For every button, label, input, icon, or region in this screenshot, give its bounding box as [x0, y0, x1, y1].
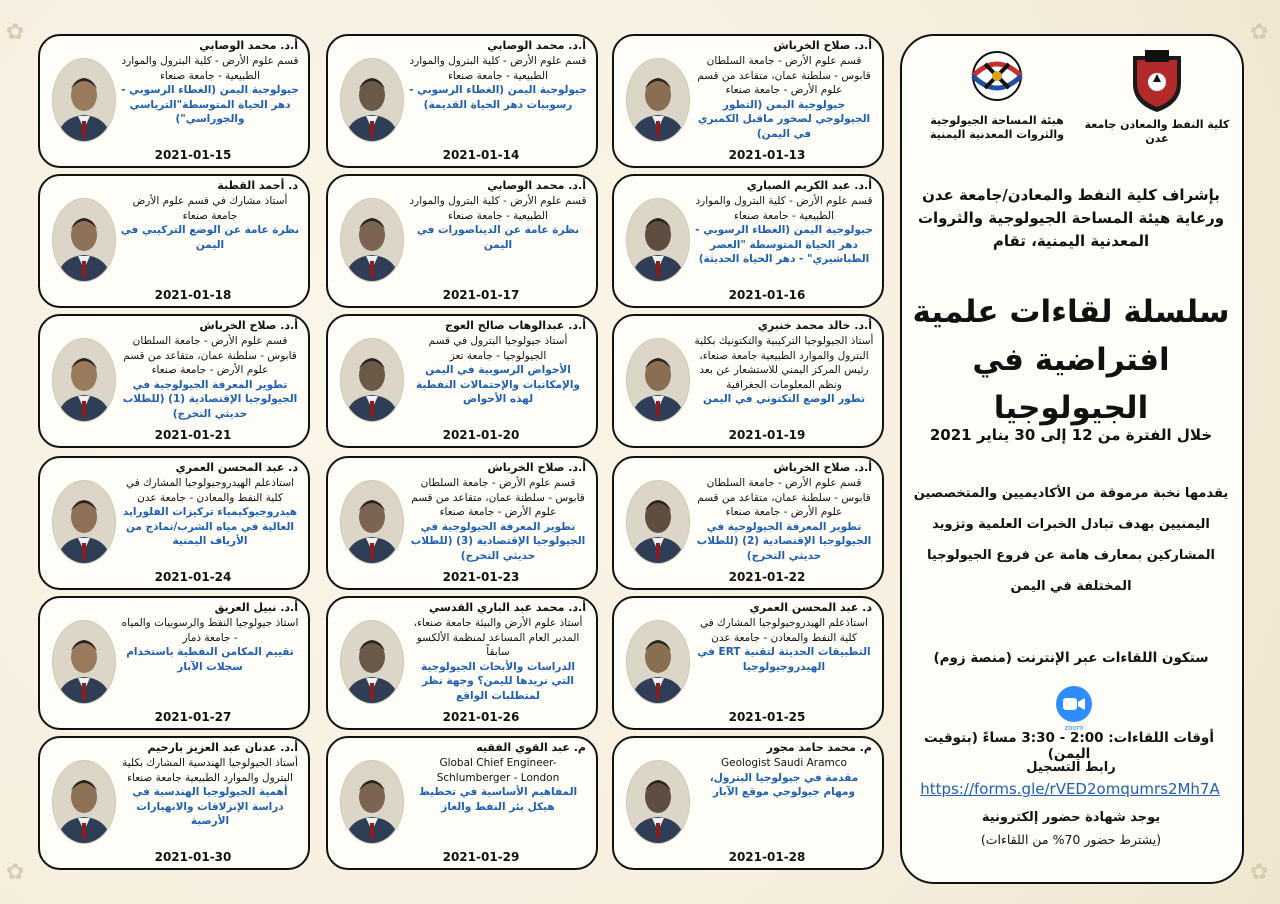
- lecture-date: 2021-01-17: [442, 288, 520, 302]
- speaker-avatar-icon: [53, 59, 115, 141]
- speaker-affiliation: قسم علوم الأرض - كلية البترول والموارد الطبيعية - جامعة صنعاء: [409, 55, 587, 82]
- lecture-date: 2021-01-23: [442, 570, 520, 584]
- speaker-name: د. عبد المحسن العمري: [175, 461, 298, 474]
- lecture-card: [38, 314, 310, 448]
- lecture-date: 2021-01-24: [154, 570, 232, 584]
- speaker-name: أ.د. عبد الكريم الصباري: [746, 179, 872, 192]
- speaker-affiliation: قسم علوم الأرض - جامعة السلطان قابوس - سلطنة عمان، متقاعد من قسم علوم الأرض - جامعة صنعاء: [411, 477, 585, 518]
- speaker-photo: [340, 480, 404, 564]
- lecture-info: [120, 616, 300, 674]
- speaker-affiliation: أستاذ الجيولوجيا التركيبية والتكتونيك بكلية البترول والموارد الطبيعية جامعة صنعاء، رئيس المركز اليمني للاستشعار عن بعد ونظم المعلومات الجغرافية: [694, 335, 874, 391]
- speaker-affiliation: قسم علوم الأرض - جامعة السلطان قابوس - سلطنة عمان، متقاعد من قسم علوم الأرض - جامعة صنعاء: [697, 477, 871, 518]
- lecture-date: 2021-01-22: [728, 570, 806, 584]
- speaker-photo: [626, 338, 690, 422]
- lecture-card: [38, 34, 310, 168]
- speaker-photo: [52, 760, 116, 844]
- speaker-avatar-icon: [341, 761, 403, 843]
- speaker-affiliation: أستاذ جيولوجيا البترول في قسم الجيولوجيا - جامعة تعز: [428, 335, 568, 362]
- event-title: سلسلة لقاءات علمية افتراضية في الجيولوجيا: [912, 294, 1230, 426]
- lecture-date: 2021-01-18: [154, 288, 232, 302]
- speaker-photo: [52, 58, 116, 142]
- speaker-photo: [626, 198, 690, 282]
- speaker-name: أ.د. محمد عبد الباري القدسي: [429, 601, 586, 614]
- meeting-times: أوقات اللقاءات: 2:00 - 3:30 مساءً (بتوقيت اليمن): [924, 730, 1214, 762]
- speaker-name: أ.د. صلاح الخرباش: [773, 39, 872, 52]
- college-logo-icon: [1127, 46, 1187, 114]
- zoom-label: zoom: [1064, 724, 1084, 732]
- lecture-card: [38, 736, 310, 870]
- lecture-topic: تطوير المعرفة الجيولوجية في الجيولوجيا الإقتصادية (1) (للطلاب حديثي التخرج): [122, 378, 298, 420]
- lecture-date: 2021-01-30: [154, 850, 232, 864]
- speaker-photo: [340, 58, 404, 142]
- lecture-topic: التطبيقات الحديثة لتقنية ERT في الهيدروجيولوجيا: [697, 646, 871, 673]
- speaker-affiliation: استاذعلم الهيدروجيولوجيا المشارك في كلية النفط والمعادن - جامعة عدن: [125, 477, 295, 504]
- lecture-date: 2021-01-15: [154, 148, 232, 162]
- lecture-info: [408, 476, 588, 563]
- lecture-card: [612, 314, 884, 448]
- lecture-topic: تطوير المعرفة الجيولوجية في الجيولوجيا الإقتصادية (2) (للطلاب حديثي التخرج): [696, 520, 872, 562]
- speaker-photo: [52, 198, 116, 282]
- lecture-topic: المفاهيم الأساسية في تخطيط هيكل بئر النفط والغاز: [418, 786, 578, 813]
- lecture-card: [612, 34, 884, 168]
- speaker-photo: [340, 338, 404, 422]
- lecture-info: [694, 54, 874, 141]
- speaker-affiliation: استاذ جيولوجيا النفط والرسوبيات والمياه - جامعة ذمار: [121, 617, 299, 644]
- speaker-affiliation: أستاذ الجيولوجيا الهندسية المشارك بكلية البترول والموارد الطبيعية جامعة صنعاء: [122, 757, 298, 784]
- lecture-card: [326, 456, 598, 590]
- speaker-avatar-icon: [341, 199, 403, 281]
- lecture-card: [38, 174, 310, 308]
- lecture-info: [408, 756, 588, 814]
- speaker-name: م. محمد حامد مجور: [766, 741, 872, 754]
- speaker-photo: [52, 620, 116, 704]
- speaker-avatar-icon: [341, 481, 403, 563]
- college-logo-block: [1082, 46, 1232, 146]
- lecture-info: [694, 194, 874, 267]
- lecture-topic: جيولوجية اليمن (الغطاء الرسوبي - دهر الحياة المتوسطة"الترياسي والجوراسي"): [121, 84, 299, 125]
- survey-logo-icon: [965, 46, 1029, 110]
- zoom-icon: [1056, 686, 1092, 722]
- lecture-info: [120, 54, 300, 127]
- lecture-card: [38, 456, 310, 590]
- speaker-avatar-icon: [627, 481, 689, 563]
- speaker-photo: [52, 480, 116, 564]
- intro-text: بإشراف كلية النفط والمعادن/جامعة عدن ورعاية هيئة المساحة الجيولوجية والثروات المعدنية اليمنية، تقام: [917, 186, 1225, 250]
- online-note: ستكون اللقاءات عبر الإنترنت (منصة زوم): [933, 650, 1209, 666]
- speaker-affiliation: استاذعلم الهيدروجيولوجيا المشارك في كلية النفط والمعادن - جامعة عدن: [699, 617, 869, 644]
- speaker-affiliation: Geologist Saudi Aramco: [721, 757, 847, 769]
- speaker-avatar-icon: [53, 339, 115, 421]
- speaker-avatar-icon: [627, 59, 689, 141]
- certificate-note: يوجد شهادة حضور إلكترونية: [981, 810, 1161, 825]
- speaker-photo: [626, 480, 690, 564]
- lecture-topic: جيولوجية اليمن (الغطاء الرسوبي - رسوبيات دهر الحياة القديمة): [409, 84, 587, 111]
- speaker-name: أ.د. محمد الوصابي: [487, 39, 586, 52]
- speaker-affiliation: أستاذ مشارك في قسم علوم الأرض جامعة صنعاء: [132, 195, 288, 222]
- speaker-avatar-icon: [53, 199, 115, 281]
- speaker-affiliation: قسم علوم الأرض - كلية البترول والموارد الطبيعية - جامعة صنعاء: [121, 55, 299, 82]
- lecture-info: [694, 756, 874, 800]
- lecture-date: 2021-01-20: [442, 428, 520, 442]
- speaker-name: د. أحمد القطبة: [217, 179, 298, 192]
- lecture-info: [120, 334, 300, 421]
- lecture-date: 2021-01-25: [728, 710, 806, 724]
- lecture-topic: نظرة عامة عن الوضع التركيبي في اليمن: [120, 224, 300, 251]
- lecture-date: 2021-01-19: [728, 428, 806, 442]
- lecture-card: [326, 34, 598, 168]
- decoration-icon: ✿: [6, 20, 25, 45]
- speaker-photo: [340, 760, 404, 844]
- speaker-affiliation: Global Chief Engineer- Schlumberger - London: [436, 757, 560, 784]
- survey-logo-block: [922, 46, 1072, 142]
- lecture-date: 2021-01-26: [442, 710, 520, 724]
- speaker-name: أ.د. صلاح الخرباش: [487, 461, 586, 474]
- speaker-avatar-icon: [627, 199, 689, 281]
- lecture-date: 2021-01-14: [442, 148, 520, 162]
- lecture-card: [612, 174, 884, 308]
- speaker-avatar-icon: [341, 339, 403, 421]
- lecture-card: [38, 596, 310, 730]
- speaker-photo: [52, 338, 116, 422]
- lecture-topic: نظرة عامة عن الديناصورات في اليمن: [416, 224, 580, 251]
- lecture-date: 2021-01-27: [154, 710, 232, 724]
- lecture-card: [326, 314, 598, 448]
- lecture-topic: أهمية الجيولوجيا الهندسية في دراسة الإنزلاقات والانهيارات الأرضية: [132, 786, 288, 827]
- speaker-name: م. عبد القوي الفقيه: [476, 741, 586, 754]
- speaker-name: أ.د. عدنان عبد العزيز بارحيم: [147, 741, 298, 754]
- speaker-affiliation: قسم علوم الأرض - كلية البترول والموارد الطبيعية - جامعة صنعاء: [409, 195, 587, 222]
- speaker-avatar-icon: [53, 761, 115, 843]
- certificate-condition: (يشترط حضور 70% من اللقاءات): [980, 832, 1162, 847]
- registration-link[interactable]: https://forms.gle/rVED2omqumrs2Mh7A: [920, 780, 1220, 798]
- lecture-info: [408, 334, 588, 407]
- decoration-icon: ✿: [1250, 860, 1269, 885]
- lecture-date: 2021-01-29: [442, 850, 520, 864]
- speaker-avatar-icon: [53, 621, 115, 703]
- speaker-name: أ.د. صلاح الخرباش: [773, 461, 872, 474]
- lecture-date: 2021-01-28: [728, 850, 806, 864]
- speaker-affiliation: قسم علوم الأرض - جامعة السلطان قابوس - سلطنة عمان، متقاعد من قسم علوم الأرض - جامعة صنعاء: [697, 55, 871, 96]
- speaker-photo: [626, 620, 690, 704]
- speaker-affiliation: قسم علوم الأرض - كلية البترول والموارد الطبيعية - جامعة صنعاء: [695, 195, 873, 222]
- speaker-avatar-icon: [627, 761, 689, 843]
- speaker-name: أ.د. محمد الوصابي: [487, 179, 586, 192]
- event-period: خلال الفترة من 12 إلى 30 يناير 2021: [929, 426, 1213, 444]
- lecture-topic: جيولوجية اليمن (الغطاء الرسوبي - دهر الحياة المتوسطة "العصر الطباشيري" - دهر الحياة الحديثة): [695, 224, 873, 265]
- lecture-info: [120, 476, 300, 549]
- lecture-topic: هيدروجيوكيمياء تركيزات الفلورايد العالية في مياه الشرب/نماذج من الأرياف اليمنية: [122, 506, 298, 547]
- speaker-photo: [626, 58, 690, 142]
- decoration-icon: ✿: [1250, 20, 1269, 45]
- lecture-topic: مقدمة في جيولوجيا البترول، ومهام جيولوجي موقع الآبار: [709, 771, 859, 798]
- presenters-text: يقدمها نخبة مرموقة من الأكاديميين والمتخصصين اليمنيين بهدف تبادل الخبرات العلمية وتزويد المشاركين بمعارف هامة عن فروع الجيولوجيا المختلفة في اليمن: [913, 486, 1229, 594]
- lecture-date: 2021-01-21: [154, 428, 232, 442]
- survey-name: هيئة المساحة الجيولوجية والثروات المعدنية اليمنية: [930, 114, 1064, 141]
- speaker-affiliation: قسم علوم الأرض - جامعة السلطان قابوس - سلطنة عمان، متقاعد من قسم علوم الأرض - جامعة صنعاء: [123, 335, 297, 376]
- lecture-info: [120, 756, 300, 829]
- speaker-photo: [340, 620, 404, 704]
- speaker-avatar-icon: [627, 339, 689, 421]
- speaker-photo: [340, 198, 404, 282]
- lecture-card: [326, 736, 598, 870]
- speaker-avatar-icon: [341, 59, 403, 141]
- lecture-card: [326, 174, 598, 308]
- speaker-name: أ.د. نبيل العريق: [214, 601, 298, 614]
- lecture-info: [408, 54, 588, 112]
- decoration-icon: ✿: [6, 860, 25, 885]
- lecture-card: [612, 456, 884, 590]
- lecture-topic: تطور الوضع التكتوني في اليمن: [702, 393, 866, 405]
- lecture-topic: الأحواض الرسوبية في اليمن والإمكانيات والإحتمالات النفطية لهذه الأحواض: [416, 364, 580, 405]
- lecture-card: [326, 596, 598, 730]
- speaker-avatar-icon: [341, 621, 403, 703]
- lecture-info: [694, 476, 874, 563]
- registration-label: رابط التسجيل: [1026, 760, 1116, 775]
- lecture-date: 2021-01-13: [728, 148, 806, 162]
- lecture-date: 2021-01-16: [728, 288, 806, 302]
- speaker-avatar-icon: [53, 481, 115, 563]
- speaker-name: أ.د. عبدالوهاب صالح العوج: [445, 319, 586, 332]
- lecture-info: [120, 194, 300, 252]
- speaker-avatar-icon: [627, 621, 689, 703]
- speaker-affiliation: أستاذ علوم الأرض والبيئة جامعة صنعاء، المدير العام المساعد لمنظمة الألكسو سابقاً: [413, 617, 583, 658]
- lecture-card: [612, 736, 884, 870]
- lecture-info: [694, 334, 874, 407]
- speaker-photo: [626, 760, 690, 844]
- event-info-panel: [900, 34, 1244, 884]
- speaker-name: أ.د. خالد محمد خنبري: [757, 319, 872, 332]
- lecture-info: [408, 194, 588, 252]
- lecture-topic: الدراسات والأبحاث الجيولوجية التي نريدها لليمن؟ وجهة نظر لمتطلبات الواقع: [420, 660, 576, 702]
- lecture-info: [694, 616, 874, 674]
- speaker-name: د. عبد المحسن العمري: [749, 601, 872, 614]
- lecture-topic: تقييم المكامن النفطية باستخدام سجلات الآبار: [126, 646, 294, 673]
- speaker-name: أ.د. محمد الوصابي: [199, 39, 298, 52]
- college-name: كلية النفط والمعادن جامعة عدن: [1084, 118, 1230, 145]
- lecture-topic: جيولوجية اليمن (التطور الجيولوجي لصخور ماقبل الكمبري في اليمن): [697, 98, 871, 140]
- speaker-name: أ.د. صلاح الخرباش: [199, 319, 298, 332]
- lecture-topic: تطوير المعرفة الجيولوجية في الجيولوجيا الإقتصادية (3) (للطلاب حديثي التخرج): [410, 520, 586, 562]
- lecture-card: [612, 596, 884, 730]
- lecture-info: [408, 616, 588, 703]
